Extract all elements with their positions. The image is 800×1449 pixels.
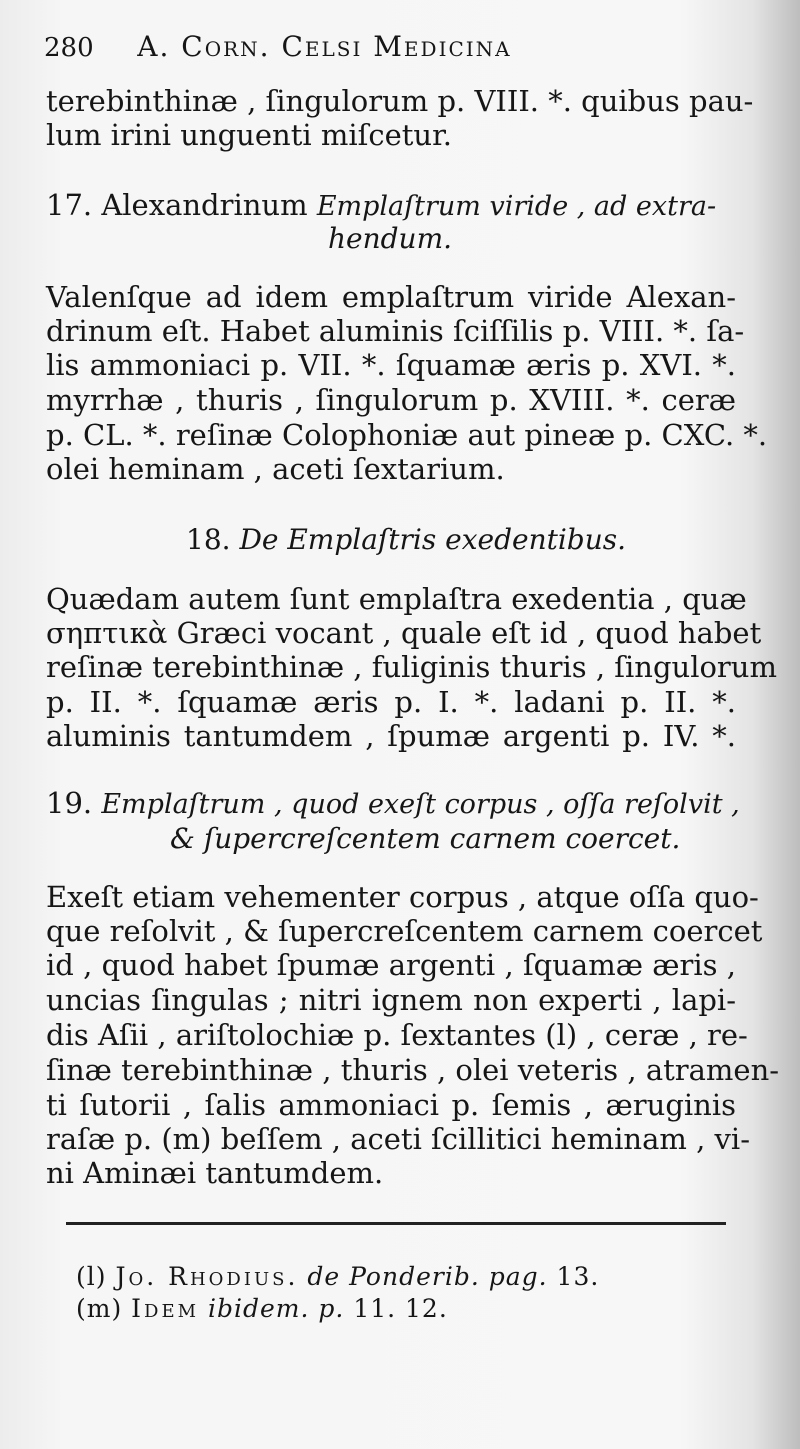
footnote-rule [66, 1222, 726, 1225]
footnote-ref: de Ponderib. pag. [307, 1262, 548, 1291]
text-line: p. II. *. ſquamæ æris p. I. *. ladani p. II. *. [46, 685, 736, 719]
section-title: De Emplaſtris exedentibus. [239, 523, 627, 556]
section-title-plain: Alexandrinum [101, 188, 308, 222]
text-line: myrrhæ , thuris , ſingulorum p. XVIII. *. ceræ [46, 383, 736, 417]
text-line: terebinthinæ , ſingulorum p. VIII. *. quibus pau- [46, 84, 754, 118]
running-title: A. Corn. Celsi Medicina [137, 30, 512, 63]
footnote-author: Jo. Rhodius. [115, 1262, 299, 1291]
text-line: que reſolvit , & ſupercreſcentem carnem coercet [46, 914, 763, 948]
text-line: σηπτικὰ Græci vocant , quale eſt id , quod habet [46, 616, 762, 650]
footnote-author: Idem [131, 1294, 200, 1323]
page-number: 280 [44, 33, 94, 63]
footnote [76, 1294, 448, 1323]
text-line: raſæ p. (m) beſſem , aceti ſcillitici heminam , vi- [46, 1122, 750, 1156]
text-line: dis Aſii , ariſtolochiæ p. ſextantes (l) , ceræ , re- [46, 1018, 748, 1052]
running-header [44, 30, 512, 65]
section-number: 17. [46, 188, 93, 222]
text-line: id , quod habet ſpumæ argenti , ſquamæ æris , [46, 948, 736, 982]
footnote [76, 1262, 599, 1291]
text-line: ni Aminæi tantumdem. [46, 1156, 384, 1190]
section-number: 18. [186, 523, 231, 556]
footnote-page: 11. 12. [353, 1294, 448, 1323]
footnote-mark: (m) [76, 1294, 123, 1323]
text-line: lum irini unguenti miſcetur. [46, 118, 452, 152]
text-line: aluminis tantumdem , ſpumæ argenti p. IV. *. [46, 719, 736, 753]
text-line: uncias ſingulas ; nitri ignem non experti , lapi- [46, 983, 736, 1017]
text-line: lis ammoniaci p. VII. *. ſquamæ æris p. XVI. *. [46, 348, 736, 382]
text-line: olei heminam , aceti ſextarium. [46, 452, 505, 486]
text-line: reſinæ terebinthinæ , fuliginis thuris , ſingulorum [46, 650, 777, 684]
section-number: 19. [46, 786, 93, 820]
footnote-mark: (l) [76, 1262, 107, 1291]
text-line: Exeſt etiam vehementer corpus , atque oſſa quo- [46, 880, 759, 914]
section-18-heading [186, 523, 626, 556]
text-line: drinum eſt. Habet aluminis ſciſſilis p. VIII. *. ſa- [46, 314, 745, 348]
footnote-ref: ibidem. p. [208, 1294, 345, 1323]
text-line: ti ſutorii , ſalis ammoniaci p. ſemis , æruginis [46, 1088, 736, 1122]
footnote-page: 13. [556, 1262, 600, 1291]
text-line: Quædam autem ſunt emplaſtra exedentia , quæ [46, 582, 747, 616]
section-title-cont: & ſupercreſcentem carnem coercet. [170, 822, 681, 855]
section-title: Emplaſtrum viride , ad extra- [316, 191, 717, 222]
section-title-cont: hendum. [328, 222, 453, 255]
text-line: ſinæ terebinthinæ , thuris , olei veteris , atramen- [46, 1053, 780, 1087]
section-title: Emplaſtrum , quod exeſt corpus , oſſa reſolvit , [101, 789, 740, 820]
section-19-heading [46, 786, 740, 822]
section-17-heading [46, 188, 716, 224]
text-line: Valenſque ad idem emplaſtrum viride Alexan- [46, 280, 736, 314]
text-line: p. CL. *. reſinæ Colophoniæ aut pineæ p. CXC. *. [46, 418, 768, 452]
